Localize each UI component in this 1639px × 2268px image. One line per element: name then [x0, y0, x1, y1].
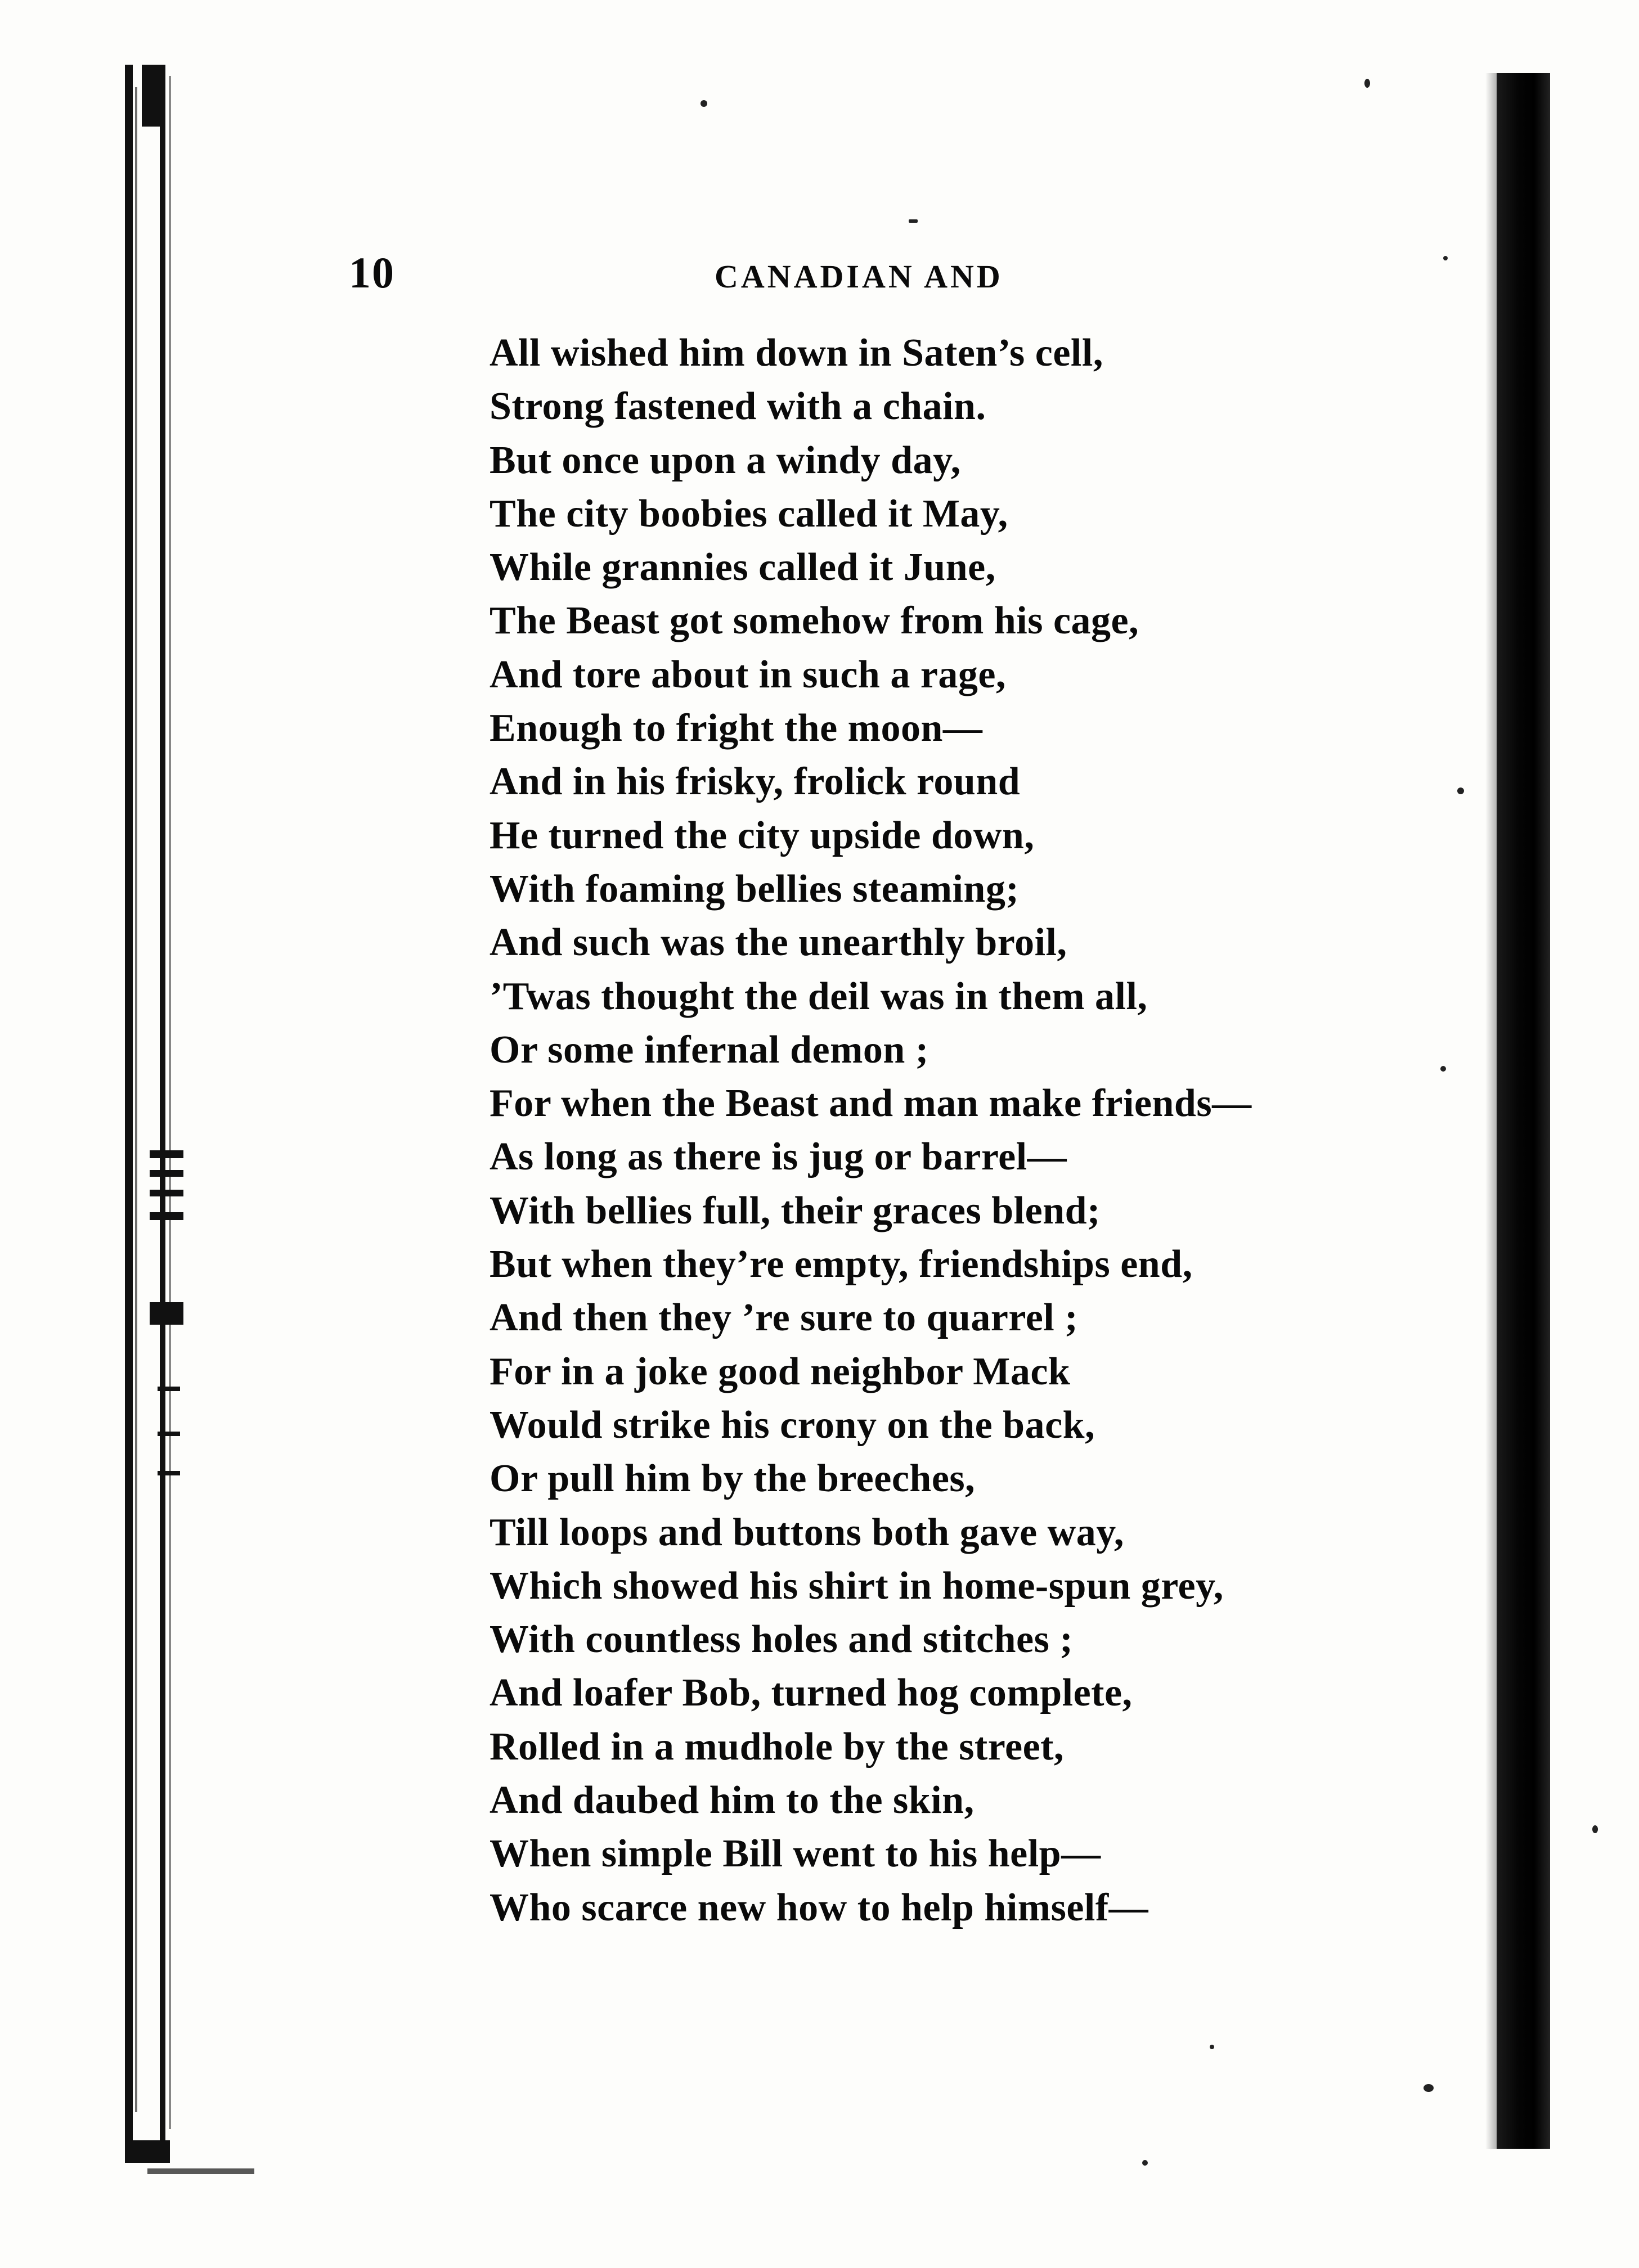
poem-line: While grannies called it June,	[490, 546, 996, 590]
scan-speck	[1142, 2160, 1148, 2166]
poem-line: Or pull him by the breeches,	[490, 1457, 976, 1501]
poem-line: The city boobies called it May,	[490, 492, 1008, 536]
poem-line: Would strike his crony on the back,	[490, 1403, 1095, 1447]
poem-text	[490, 326, 1491, 1934]
scan-speck	[1424, 2084, 1434, 2092]
poem-line: For in a joke good neighbor Mack	[490, 1349, 1071, 1393]
poem-line: And tore about in such a rage,	[490, 652, 1006, 696]
poem-line: ’Twas thought the deil was in them all,	[490, 974, 1148, 1018]
scan-speck	[1364, 79, 1370, 88]
scan-speck	[1443, 256, 1448, 260]
poem-line: But when they’re empty, friendships end,	[490, 1243, 1193, 1286]
poem-line: Till loops and buttons both gave way,	[490, 1510, 1124, 1554]
poem-line: All wished him down in Saten’s cell,	[490, 331, 1103, 375]
poem-line: And then they ’re sure to quarrel ;	[490, 1296, 1079, 1340]
page-number: 10	[349, 248, 395, 297]
scan-speck	[700, 100, 707, 107]
poem-line: The Beast got somehow from his cage,	[490, 599, 1139, 643]
poem-line: But once upon a windy day,	[490, 438, 961, 482]
poem-line: And such was the unearthly broil,	[490, 921, 1067, 965]
left-binding-edge	[125, 65, 192, 2174]
poem-line: Rolled in a mudhole by the street,	[490, 1725, 1064, 1768]
scan-speck	[1592, 1825, 1598, 1833]
scan-speck	[909, 219, 918, 223]
running-title: CANADIAN AND	[715, 258, 1003, 295]
poem-line: And loafer Bob, turned hog complete,	[490, 1671, 1133, 1715]
poem-line: Enough to fright the moon—	[490, 706, 983, 750]
poem-line: Strong fastened with a chain.	[490, 385, 986, 429]
poem-line: With countless holes and stitches ;	[490, 1618, 1074, 1662]
scan-speck	[1440, 1066, 1446, 1072]
right-dark-edge	[1497, 73, 1550, 2149]
poem-line: Which showed his shirt in home-spun grey,	[490, 1564, 1224, 1608]
poem-line: With bellies full, their graces blend;	[490, 1189, 1101, 1232]
poem-line: When simple Bill went to his help—	[490, 1832, 1101, 1876]
poem-line: As long as there is jug or barrel—	[490, 1135, 1067, 1179]
poem-line: For when the Beast and man make friends—	[490, 1082, 1252, 1126]
poem-line: And in his frisky, frolick round	[490, 760, 1021, 804]
scan-speck	[1457, 788, 1464, 794]
poem-line: With foaming bellies steaming;	[490, 867, 1020, 911]
poem-line: And daubed him to the skin,	[490, 1779, 975, 1822]
poem-line: Who scarce new how to help himself—	[490, 1886, 1149, 1929]
scan-speck	[1210, 2045, 1214, 2049]
poem-line: He turned the city upside down,	[490, 813, 1035, 857]
poem-line: Or some infernal demon ;	[490, 1028, 929, 1072]
